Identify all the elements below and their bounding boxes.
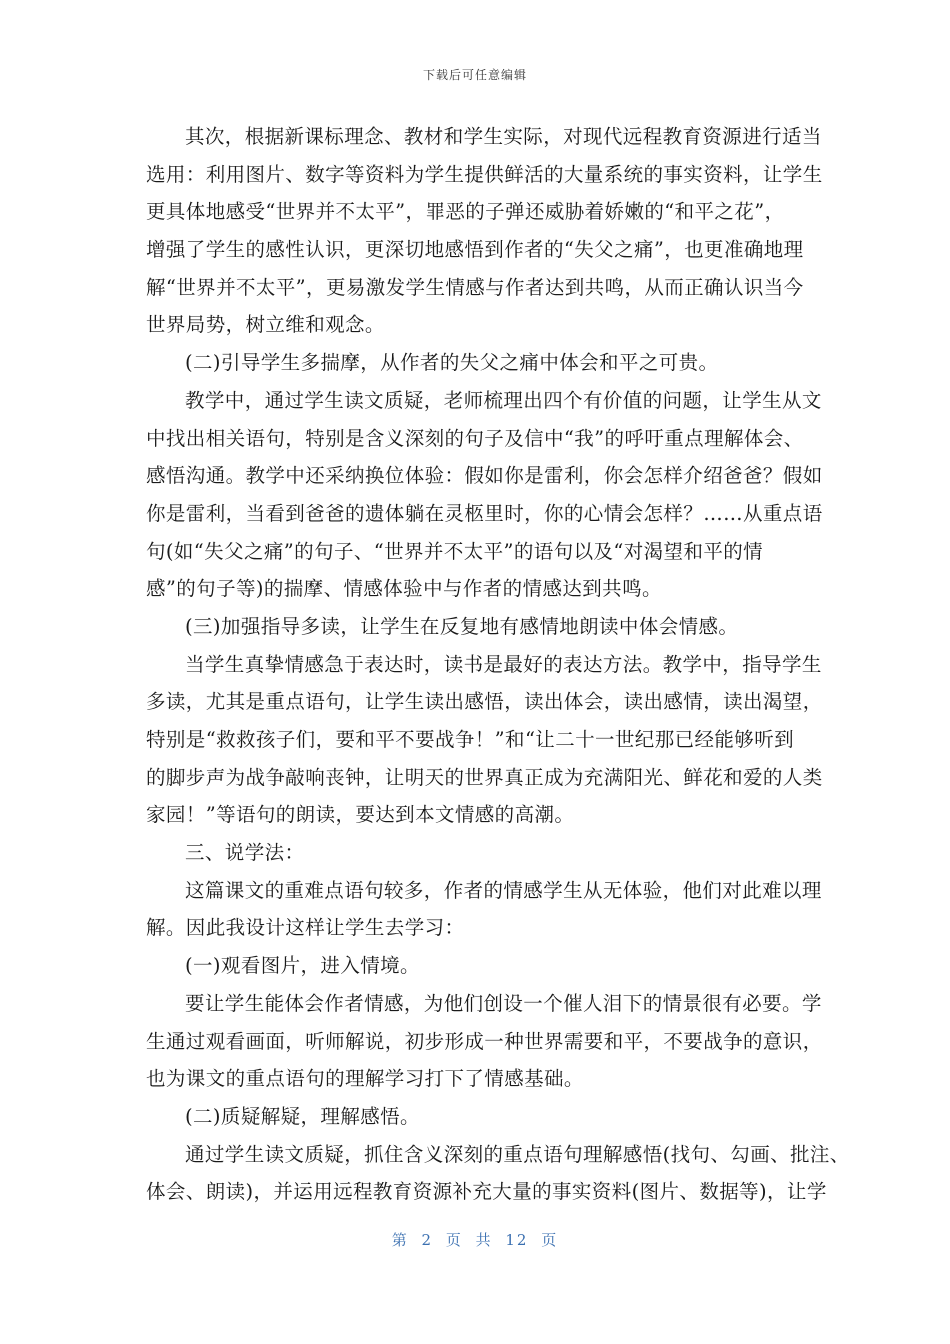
text-line: (三)加强指导多读，让学生在反复地有感情地朗读中体会情感。	[185, 614, 739, 638]
text-line: 中找出相关语句，特别是含义深刻的句子及信中“我”的呼吁重点理解体会、	[146, 426, 804, 450]
text-line: 选用：利用图片、数字等资料为学生提供鲜活的大量系统的事实资料，让学生	[146, 162, 823, 186]
page-header: 下载后可任意编辑	[422, 68, 527, 82]
text-line: 句(如“失父之痛”的句子、“世界并不太平”的语句以及“对渴望和平的情	[146, 539, 764, 563]
text-line: 三、说学法：	[185, 841, 305, 865]
text-line: 当学生真挚情感急于表达时，读书是最好的表达方法。教学中，指导学生	[185, 652, 822, 676]
text-line: (一)观看图片，进入情境。	[185, 954, 420, 978]
text-line: 感”的句子等)的揣摩、情感体验中与作者的情感达到共鸣。	[146, 577, 662, 601]
text-line: 教学中，通过学生读文质疑，老师梳理出四个有价值的问题，让学生从文	[185, 388, 822, 412]
text-line: 的脚步声为战争敲响丧钟，让明天的世界真正成为充满阳光、鲜花和爱的人类	[146, 765, 823, 789]
text-line: 家园！”等语句的朗读，要达到本文情感的高潮。	[146, 803, 575, 827]
text-line: 解。因此我设计这样让学生去学习：	[146, 916, 465, 940]
text-line: 多读，尤其是重点语句，让学生读出感悟，读出体会，读出感情，读出渴望，	[146, 690, 823, 714]
document-body	[146, 118, 850, 1211]
text-line: 增强了学生的感性认识，更深切地感悟到作者的“失父之痛”，也更准确地理	[146, 238, 804, 262]
text-line: 更具体地感受“世界并不太平”，罪恶的子弹还威胁着娇嫩的“和平之花”，	[146, 200, 785, 224]
text-line: 解“世界并不太平”，更易激发学生情感与作者达到共鸣，从而正确认识当今	[146, 275, 804, 299]
page-footer: 第 2 页 共 12 页	[391, 1231, 559, 1249]
text-line: 你是雷利，当看到爸爸的遗体躺在灵柩里时，你的心情会怎样？……从重点语	[146, 501, 823, 525]
text-line: 世界局势，树立维和观念。	[146, 313, 385, 337]
text-line: 生通过观看画面，听师解说，初步形成一种世界需要和平，不要战争的意识，	[146, 1029, 823, 1053]
text-line: 要让学生能体会作者情感，为他们创设一个催人泪下的情景很有必要。学	[185, 991, 822, 1015]
text-line: 通过学生读文质疑，抓住含义深刻的重点语句理解感悟(找句、勾画、批注、	[185, 1142, 850, 1166]
text-line: 这篇课文的重难点语句较多，作者的情感学生从无体验，他们对此难以理	[185, 878, 822, 902]
text-line: (二)质疑解疑，理解感悟。	[185, 1104, 420, 1128]
text-line: (二)引导学生多揣摩，从作者的失父之痛中体会和平之可贵。	[185, 351, 719, 375]
text-line: 也为课文的重点语句的理解学习打下了情感基础。	[146, 1067, 584, 1091]
text-line: 其次，根据新课标理念、教材和学生实际，对现代远程教育资源进行适当	[185, 125, 822, 148]
text-line: 体会、朗读)，并运用远程教育资源补充大量的事实资料(图片、数据等)，让学	[146, 1180, 827, 1204]
text-line: 感悟沟通。教学中还采纳换位体验：假如你是雷利，你会怎样介绍爸爸？假如	[146, 464, 823, 488]
text-line: 特别是“救救孩子们，要和平不要战争！”和“让二十一世纪那已经能够听到	[146, 728, 795, 751]
